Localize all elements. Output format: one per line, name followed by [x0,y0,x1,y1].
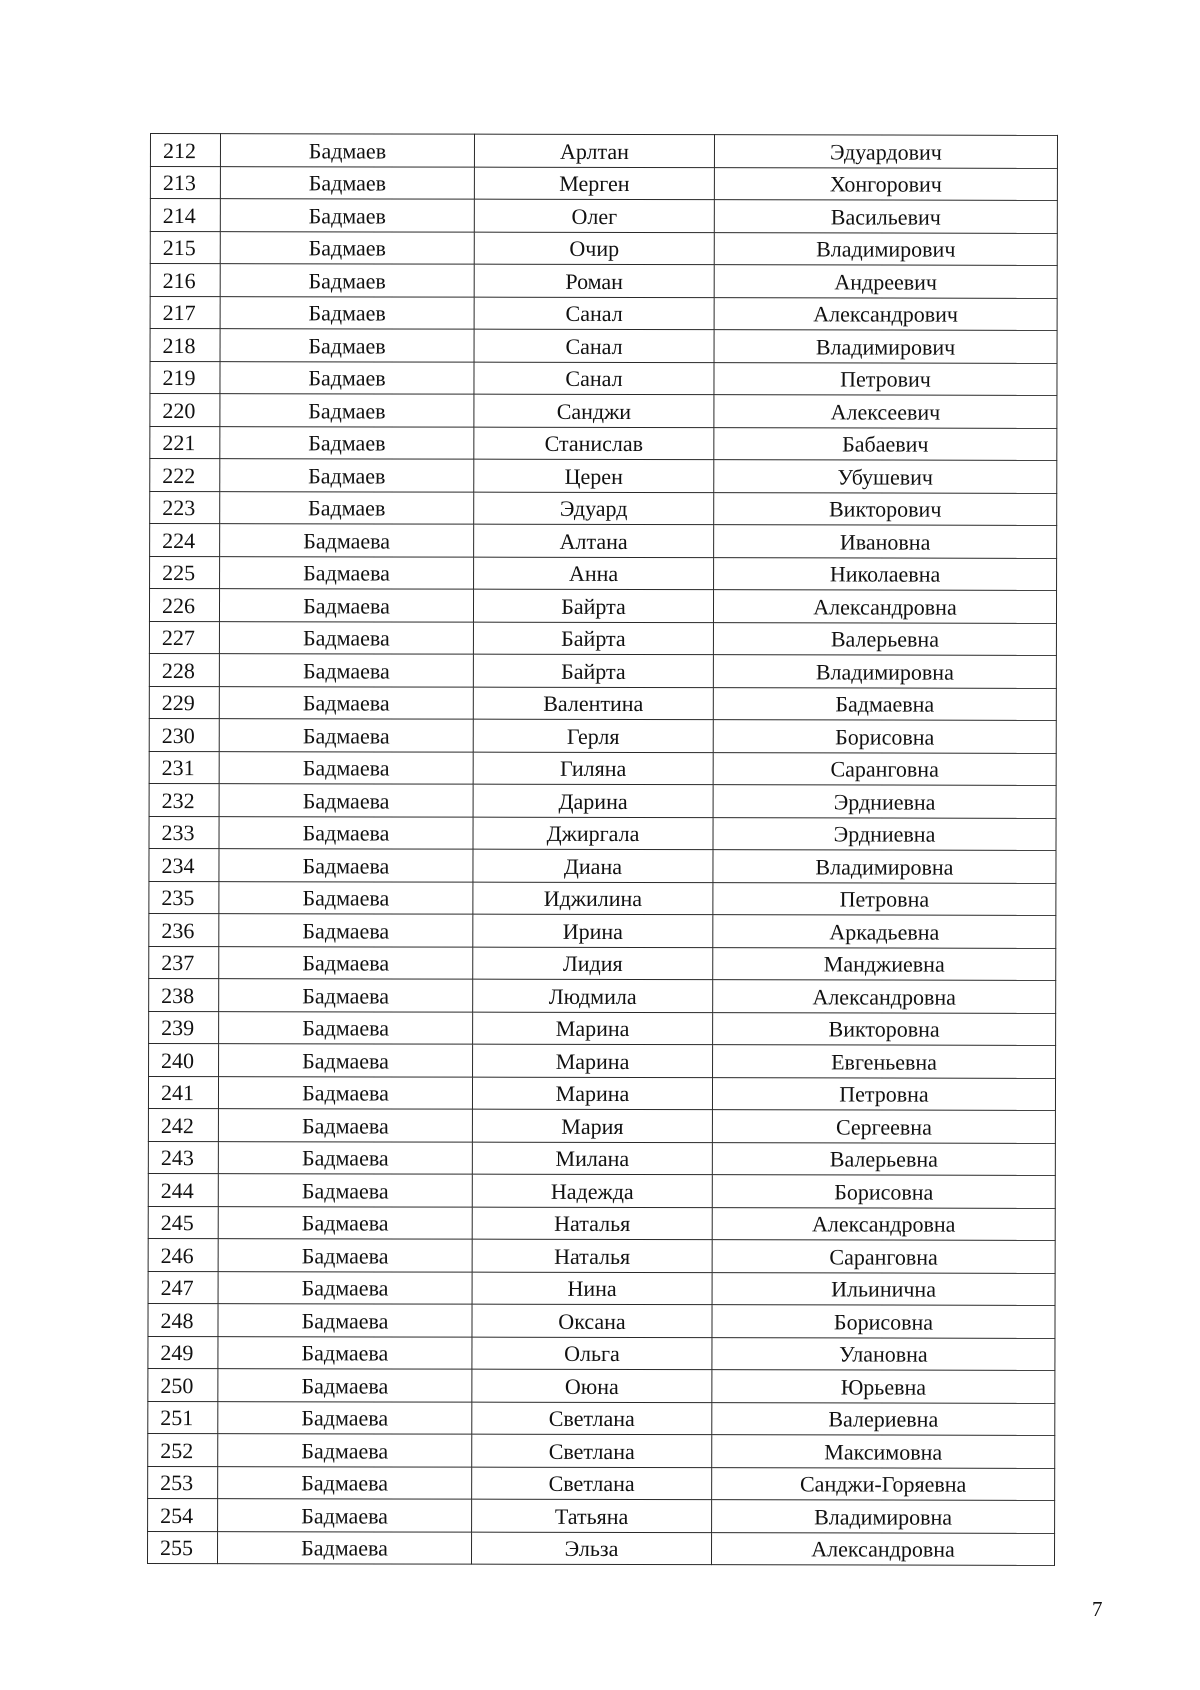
first-name-cell: Санал [474,329,714,362]
patronymic-cell: Валериевна [712,1402,1055,1435]
row-number-cell: 246 [148,1238,218,1271]
row-number-cell: 230 [149,718,219,751]
surname-cell: Бадмаев [220,361,474,394]
row-number-cell: 212 [150,134,220,167]
row-number-cell: 228 [149,653,219,686]
surname-cell: Бадмаева [218,1466,472,1499]
surname-cell: Бадмаев [220,199,474,232]
roster-table-body [148,134,1058,1566]
first-name-cell: Байрта [473,622,713,655]
table-row [149,589,1056,623]
row-number-cell: 218 [150,329,220,362]
table-row [149,978,1056,1012]
table-row [149,913,1056,947]
table-row [150,491,1057,525]
row-number-cell: 217 [150,296,220,329]
row-number-cell: 233 [149,816,219,849]
surname-cell: Бадмаева [219,621,473,654]
surname-cell: Бадмаев [220,394,474,427]
patronymic-cell: Убушевич [714,460,1057,493]
roster-table [147,133,1058,1566]
patronymic-cell: Владимировна [713,655,1056,688]
surname-cell: Бадмаева [218,1174,472,1207]
row-number-cell: 252 [148,1433,218,1466]
patronymic-cell: Петрович [714,362,1057,395]
row-number-cell: 221 [150,426,220,459]
row-number-cell: 242 [148,1108,218,1141]
patronymic-cell: Владимировна [713,850,1056,883]
first-name-cell: Ольга [472,1337,712,1370]
table-row [148,1368,1055,1402]
table-row [149,783,1056,817]
surname-cell: Бадмаева [218,1206,472,1239]
page-number: 7 [1092,1597,1103,1621]
surname-cell: Бадмаев [220,329,474,362]
surname-cell: Бадмаев [220,296,474,329]
surname-cell: Бадмаева [219,914,473,947]
row-number-cell: 234 [149,848,219,881]
first-name-cell: Надежда [472,1174,712,1207]
first-name-cell: Санал [474,297,714,330]
table-row [149,653,1056,687]
first-name-cell: Байрта [473,654,713,687]
patronymic-cell: Александровна [713,980,1056,1013]
first-name-cell: Станислав [474,427,714,460]
surname-cell: Бадмаева [218,1076,472,1109]
patronymic-cell: Александровна [713,590,1056,623]
surname-cell: Бадмаева [218,1531,472,1564]
surname-cell: Бадмаева [219,849,473,882]
table-row [150,459,1057,493]
surname-cell: Бадмаев [220,491,474,524]
surname-cell: Бадмаева [220,556,474,589]
row-number-cell: 222 [150,459,220,492]
row-number-cell: 231 [149,751,219,784]
row-number-cell: 238 [149,978,219,1011]
table-row [149,946,1056,980]
patronymic-cell: Сергеевна [712,1110,1055,1143]
row-number-cell: 225 [150,556,220,589]
surname-cell: Бадмаева [219,686,473,719]
surname-cell: Бадмаева [218,1109,472,1142]
row-number-cell: 245 [148,1206,218,1239]
row-number-cell: 250 [148,1368,218,1401]
row-number-cell: 227 [149,621,219,654]
surname-cell: Бадмаева [218,1271,472,1304]
surname-cell: Бадмаева [219,784,473,817]
table-row [148,1401,1055,1435]
table-row [150,329,1057,363]
table-row [148,1336,1055,1370]
first-name-cell: Анна [474,557,714,590]
row-number-cell: 248 [148,1303,218,1336]
patronymic-cell: Хонгорович [714,167,1057,200]
surname-cell: Бадмаева [218,1499,472,1532]
first-name-cell: Дарина [473,784,713,817]
first-name-cell: Эльза [472,1532,712,1565]
patronymic-cell: Петровна [712,1077,1055,1110]
first-name-cell: Иджилина [473,882,713,915]
first-name-cell: Арлтан [474,134,714,167]
row-number-cell: 239 [149,1011,219,1044]
patronymic-cell: Васильевич [714,200,1057,233]
patronymic-cell: Владимировна [712,1500,1055,1533]
row-number-cell: 223 [150,491,220,524]
surname-cell: Бадмаева [218,1434,472,1467]
first-name-cell: Наталья [472,1207,712,1240]
patronymic-cell: Валерьевна [713,622,1056,655]
first-name-cell: Санджи [474,394,714,427]
patronymic-cell: Манджиевна [713,947,1056,980]
row-number-cell: 214 [150,199,220,232]
first-name-cell: Татьяна [472,1499,712,1532]
table-row [150,134,1057,168]
table-row [150,361,1057,395]
surname-cell: Бадмаева [218,1141,472,1174]
row-number-cell: 241 [148,1076,218,1109]
patronymic-cell: Александрович [714,297,1057,330]
patronymic-cell: Александровна [712,1532,1055,1565]
table-row [149,816,1056,850]
first-name-cell: Герля [473,719,713,752]
first-name-cell: Байрта [473,589,713,622]
first-name-cell: Гиляна [473,752,713,785]
table-row [150,231,1057,265]
table-row [150,166,1057,200]
patronymic-cell: Аркадьевна [713,915,1056,948]
first-name-cell: Алтана [474,524,714,557]
patronymic-cell: Александровна [712,1207,1055,1240]
surname-cell: Бадмаев [220,166,474,199]
surname-cell: Бадмаева [219,1044,473,1077]
first-name-cell: Роман [474,264,714,297]
table-row [148,1173,1055,1207]
patronymic-cell: Юрьевна [712,1370,1055,1403]
surname-cell: Бадмаева [218,1239,472,1272]
patronymic-cell: Максимовна [712,1435,1055,1468]
patronymic-cell: Владимирович [714,330,1057,363]
row-number-cell: 216 [150,264,220,297]
surname-cell: Бадмаева [219,751,473,784]
surname-cell: Бадмаев [220,264,474,297]
table-row [149,751,1056,785]
table-row [148,1238,1055,1272]
surname-cell: Бадмаева [218,1336,472,1369]
table-row [148,1141,1055,1175]
row-number-cell: 255 [148,1531,218,1564]
first-name-cell: Милана [472,1142,712,1175]
row-number-cell: 243 [148,1141,218,1174]
first-name-cell: Диана [473,849,713,882]
patronymic-cell: Эдуардович [714,135,1057,168]
table-row [149,848,1056,882]
patronymic-cell: Бабаевич [714,427,1057,460]
first-name-cell: Наталья [472,1239,712,1272]
patronymic-cell: Андреевич [714,265,1057,298]
first-name-cell: Ирина [473,914,713,947]
first-name-cell: Светлана [472,1434,712,1467]
row-number-cell: 251 [148,1401,218,1434]
table-row [150,394,1057,428]
patronymic-cell: Ильинична [712,1272,1055,1305]
first-name-cell: Марина [473,1012,713,1045]
first-name-cell: Марина [473,1044,713,1077]
patronymic-cell: Саранговна [713,752,1056,785]
table-row [149,1011,1056,1045]
first-name-cell: Очир [474,232,714,265]
patronymic-cell: Бадмаевна [713,687,1056,720]
surname-cell: Бадмаева [220,524,474,557]
surname-cell: Бадмаева [219,589,473,622]
patronymic-cell: Петровна [713,882,1056,915]
first-name-cell: Церен [474,459,714,492]
first-name-cell: Олег [474,199,714,232]
patronymic-cell: Валерьевна [712,1142,1055,1175]
surname-cell: Бадмаева [219,1011,473,1044]
table-row [149,718,1056,752]
patronymic-cell: Борисовна [712,1305,1055,1338]
row-number-cell: 235 [149,881,219,914]
row-number-cell: 226 [149,589,219,622]
first-name-cell: Мария [472,1109,712,1142]
table-row [148,1076,1055,1110]
surname-cell: Бадмаева [218,1401,472,1434]
first-name-cell: Оюна [472,1369,712,1402]
table-row [150,264,1057,298]
row-number-cell: 219 [150,361,220,394]
patronymic-cell: Алексеевич [714,395,1057,428]
row-number-cell: 220 [150,394,220,427]
patronymic-cell: Борисовна [712,1175,1055,1208]
row-number-cell: 244 [148,1173,218,1206]
row-number-cell: 240 [149,1043,219,1076]
patronymic-cell: Викторовна [713,1012,1056,1045]
row-number-cell: 237 [149,946,219,979]
patronymic-cell: Улановна [712,1337,1055,1370]
surname-cell: Бадмаев [220,459,474,492]
first-name-cell: Эдуард [474,492,714,525]
first-name-cell: Нина [472,1272,712,1305]
surname-cell: Бадмаева [219,881,473,914]
first-name-cell: Оксана [472,1304,712,1337]
patronymic-cell: Владимирович [714,232,1057,265]
table-row [150,524,1057,558]
patronymic-cell: Борисовна [713,720,1056,753]
table-row [148,1498,1055,1532]
row-number-cell: 213 [150,166,220,199]
first-name-cell: Санал [474,362,714,395]
patronymic-cell: Эрдниевна [713,817,1056,850]
row-number-cell: 232 [149,783,219,816]
row-number-cell: 229 [149,686,219,719]
table-row [148,1108,1055,1142]
patronymic-cell: Санджи-Горяевна [712,1467,1055,1500]
table-row [148,1303,1055,1337]
table-row [150,199,1057,233]
table-row [149,686,1056,720]
table-row [148,1531,1055,1565]
surname-cell: Бадмаева [218,1369,472,1402]
surname-cell: Бадмаева [219,654,473,687]
patronymic-cell: Ивановна [714,525,1057,558]
row-number-cell: 247 [148,1271,218,1304]
first-name-cell: Марина [472,1077,712,1110]
surname-cell: Бадмаева [219,979,473,1012]
table-row [148,1271,1055,1305]
surname-cell: Бадмаева [218,1304,472,1337]
surname-cell: Бадмаев [220,231,474,264]
first-name-cell: Людмила [473,979,713,1012]
table-row [150,296,1057,330]
row-number-cell: 236 [149,913,219,946]
first-name-cell: Мерген [474,167,714,200]
first-name-cell: Лидия [473,947,713,980]
table-row [148,1206,1055,1240]
first-name-cell: Джиргала [473,817,713,850]
first-name-cell: Светлана [472,1467,712,1500]
patronymic-cell: Саранговна [712,1240,1055,1273]
table-row [149,881,1056,915]
table-row [149,621,1056,655]
patronymic-cell: Викторович [714,492,1057,525]
surname-cell: Бадмаева [219,946,473,979]
surname-cell: Бадмаев [220,134,474,167]
table-row [149,1043,1056,1077]
table-row [150,556,1057,590]
table-row [150,426,1057,460]
table-row [148,1466,1055,1500]
surname-cell: Бадмаева [219,816,473,849]
surname-cell: Бадмаев [220,426,474,459]
table-row [148,1433,1055,1467]
patronymic-cell: Евгеньевна [713,1045,1056,1078]
row-number-cell: 254 [148,1498,218,1531]
patronymic-cell: Эрдниевна [713,785,1056,818]
patronymic-cell: Николаевна [714,557,1057,590]
row-number-cell: 224 [150,524,220,557]
surname-cell: Бадмаева [219,719,473,752]
row-number-cell: 253 [148,1466,218,1499]
first-name-cell: Светлана [472,1402,712,1435]
row-number-cell: 215 [150,231,220,264]
row-number-cell: 249 [148,1336,218,1369]
first-name-cell: Валентина [473,687,713,720]
